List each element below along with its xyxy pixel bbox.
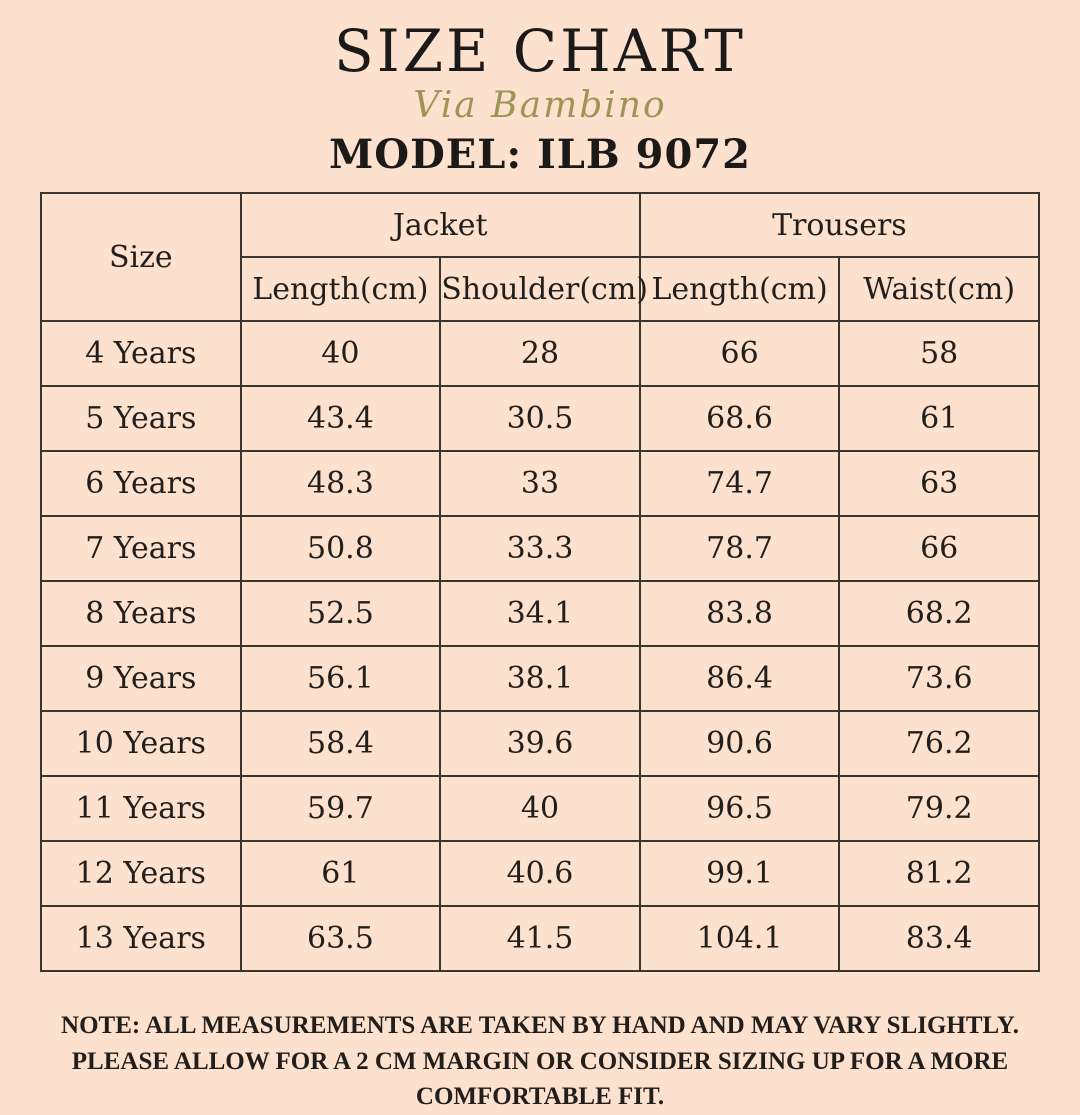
- measurement-cell: 61: [241, 841, 441, 906]
- group-header-jacket: Jacket: [241, 193, 640, 257]
- table-row: [41, 451, 1039, 516]
- measurement-cell: 90.6: [640, 711, 840, 776]
- column-header-trousers-length: Length(cm): [640, 257, 840, 321]
- page-title: SIZE CHART: [334, 17, 746, 85]
- table-row: [41, 841, 1039, 906]
- measurement-cell: 73.6: [839, 646, 1039, 711]
- measurement-cell: 58.4: [241, 711, 441, 776]
- measurement-cell: 68.2: [839, 581, 1039, 646]
- table-row: [41, 321, 1039, 386]
- measurement-cell: 83.8: [640, 581, 840, 646]
- measurement-cell: 74.7: [640, 451, 840, 516]
- measurement-cell: 39.6: [440, 711, 640, 776]
- measurement-cell: 66: [640, 321, 840, 386]
- measurement-cell: 48.3: [241, 451, 441, 516]
- page-header: [0, 0, 1080, 178]
- table-row: [41, 776, 1039, 841]
- measurement-cell: 33: [440, 451, 640, 516]
- table-row: [41, 581, 1039, 646]
- table-row: [41, 906, 1039, 971]
- measurement-cell: 38.1: [440, 646, 640, 711]
- column-header-jacket-shoulder: Shoulder(cm): [440, 257, 640, 321]
- measurement-cell: 28: [440, 321, 640, 386]
- note-text: NOTE: ALL MEASUREMENTS ARE TAKEN BY HAND AND MAY VARY SLIGHTLY. PLEASE ALLOW FOR A 2 CM MARGIN OR CONSIDER SIZING UP FOR A MORE COMFORTABLE FIT.: [61, 1012, 1019, 1111]
- measurement-cell: 86.4: [640, 646, 840, 711]
- measurement-cell: 61: [839, 386, 1039, 451]
- row-size-label: 10 Years: [41, 711, 241, 776]
- measurement-cell: 33.3: [440, 516, 640, 581]
- row-size-label: 7 Years: [41, 516, 241, 581]
- column-header-trousers-waist: Waist(cm): [839, 257, 1039, 321]
- measurement-cell: 59.7: [241, 776, 441, 841]
- measurement-cell: 40: [241, 321, 441, 386]
- table-row: [41, 516, 1039, 581]
- row-size-label: 13 Years: [41, 906, 241, 971]
- row-size-label: 6 Years: [41, 451, 241, 516]
- row-size-label: 4 Years: [41, 321, 241, 386]
- row-size-label: 11 Years: [41, 776, 241, 841]
- measurement-cell: 30.5: [440, 386, 640, 451]
- measurement-cell: 40: [440, 776, 640, 841]
- measurement-cell: 40.6: [440, 841, 640, 906]
- measurement-cell: 104.1: [640, 906, 840, 971]
- measurement-cell: 78.7: [640, 516, 840, 581]
- measurement-cell: 83.4: [839, 906, 1039, 971]
- row-size-label: 9 Years: [41, 646, 241, 711]
- table-row: [41, 711, 1039, 776]
- measurement-cell: 43.4: [241, 386, 441, 451]
- table-header: [41, 193, 1039, 321]
- measurement-cell: 56.1: [241, 646, 441, 711]
- group-header-trousers: Trousers: [640, 193, 1039, 257]
- size-table-body: [41, 321, 1039, 971]
- row-size-label: 12 Years: [41, 841, 241, 906]
- row-size-label: 8 Years: [41, 581, 241, 646]
- measurement-cell: 58: [839, 321, 1039, 386]
- measurement-cell: 66: [839, 516, 1039, 581]
- table-row: [41, 646, 1039, 711]
- size-chart-table: [40, 192, 1040, 972]
- measurement-cell: 76.2: [839, 711, 1039, 776]
- measurement-cell: 63: [839, 451, 1039, 516]
- model-title: MODEL: ILB 9072: [328, 131, 751, 179]
- measurement-cell: 79.2: [839, 776, 1039, 841]
- measurement-cell: 41.5: [440, 906, 640, 971]
- brand-script-logo: Via Bambino: [413, 84, 667, 126]
- table-row: [41, 386, 1039, 451]
- measurement-cell: 81.2: [839, 841, 1039, 906]
- measurement-cell: 52.5: [241, 581, 441, 646]
- measurement-cell: 34.1: [440, 581, 640, 646]
- column-header-jacket-length: Length(cm): [241, 257, 441, 321]
- row-size-label: 5 Years: [41, 386, 241, 451]
- measurement-cell: 68.6: [640, 386, 840, 451]
- measurement-cell: 63.5: [241, 906, 441, 971]
- measurement-cell: 99.1: [640, 841, 840, 906]
- measurement-cell: 96.5: [640, 776, 840, 841]
- group-header-row: [41, 193, 1039, 257]
- measurement-cell: 50.8: [241, 516, 441, 581]
- column-header-size: Size: [41, 193, 241, 321]
